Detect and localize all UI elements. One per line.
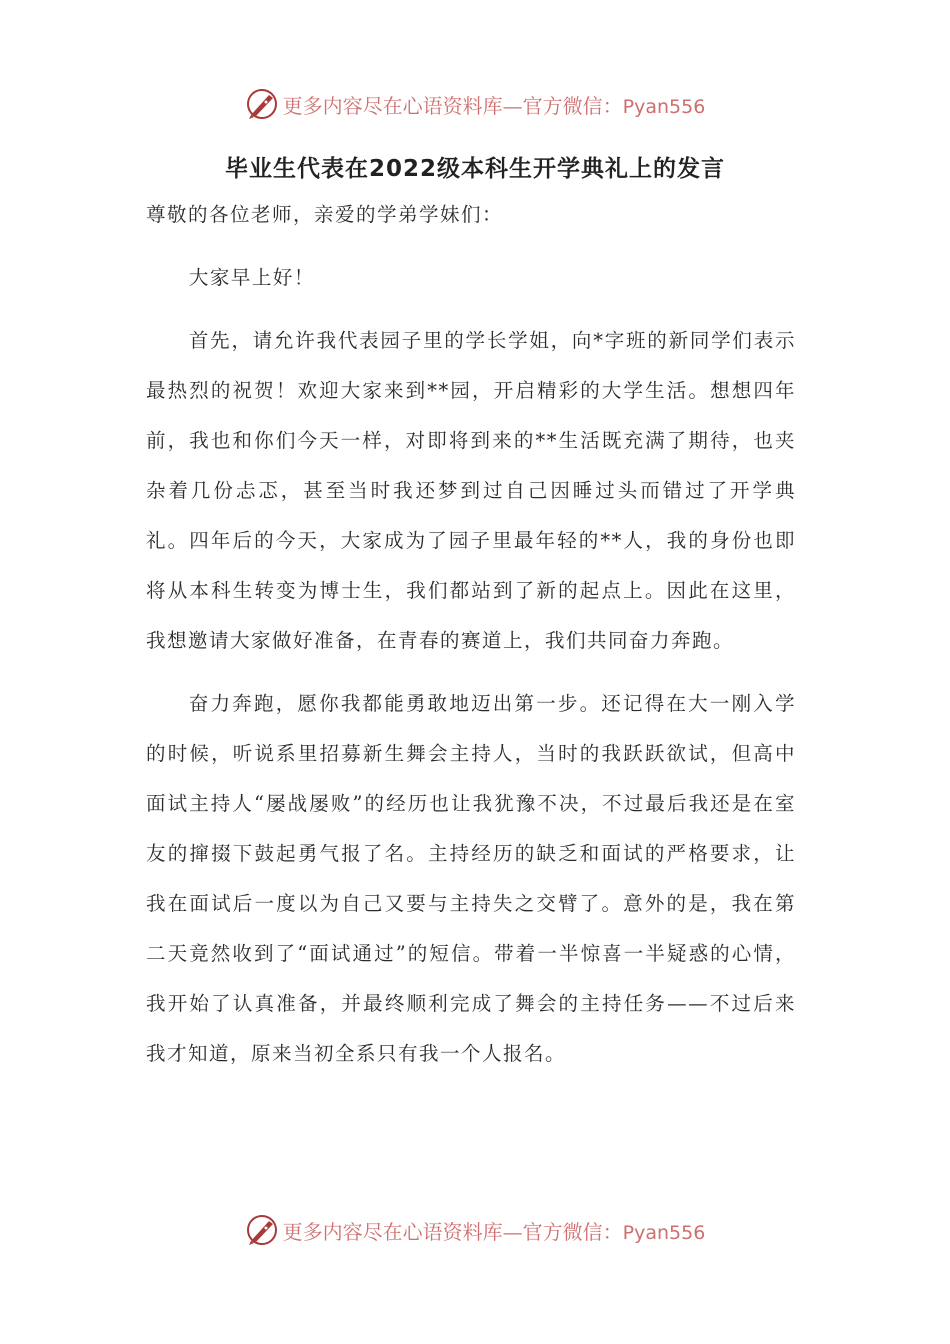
banner-text: 更多内容尽在心语资料库—官方微信：Pyan556 — [282, 1219, 706, 1244]
header-banner — [0, 84, 950, 124]
paragraph: 大家早上好！ — [188, 266, 315, 289]
salutation: 尊敬的各位老师，亲爱的学弟学妹们： — [146, 203, 504, 226]
document-body — [146, 190, 796, 1092]
wechat-id: Pyan556 — [622, 95, 706, 118]
paragraph: 奋力奔跑，愿你我都能勇敢地迈出第一步。还记得在大一刚入学的时候，听说系里招募新生舞会主持人，当时的我跃跃欲试，但高中面试主持人“屡战屡败”的经历也让我犹豫不决，不过最后我还是在室友的撺掇下鼓起勇气报了名。主持经历的缺乏和面试的严格要求，让我在面试后一度以为自己又要与主持失之交臂了。意外的是，我在第二天竟然收到了“面试通过”的短信。带着一半惊喜一半疑惑的心情，我开始了认真准备，并最终顺利完成了舞会的主持任务——不过后来我才知道，原来当初全系只有我一个人报名。 — [146, 692, 796, 1065]
pen-logo-icon — [245, 87, 279, 121]
wechat-id: Pyan556 — [622, 1221, 706, 1244]
banner-text: 更多内容尽在心语资料库—官方微信：Pyan556 — [282, 93, 706, 118]
footer-banner — [0, 1210, 950, 1250]
document-title: 毕业生代表在2022级本科生开学典礼上的发言 — [224, 156, 725, 182]
paragraph: 首先，请允许我代表园子里的学长学姐，向*字班的新同学们表示最热烈的祝贺！欢迎大家来到**园，开启精彩的大学生活。想想四年前，我也和你们今天一样，对即将到来的**生活既充满了期待，也夹杂着几份忐忑，甚至当时我还梦到过自己因睡过头而错过了开学典礼。四年后的今天，大家成为了园子里最年轻的**人，我的身份也即将从本科生转变为博士生，我们都站到了新的起点上。因此在这里，我想邀请大家做好准备，在青春的赛道上，我们共同奋力奔跑。 — [146, 329, 796, 652]
pen-logo-icon — [245, 1213, 279, 1247]
